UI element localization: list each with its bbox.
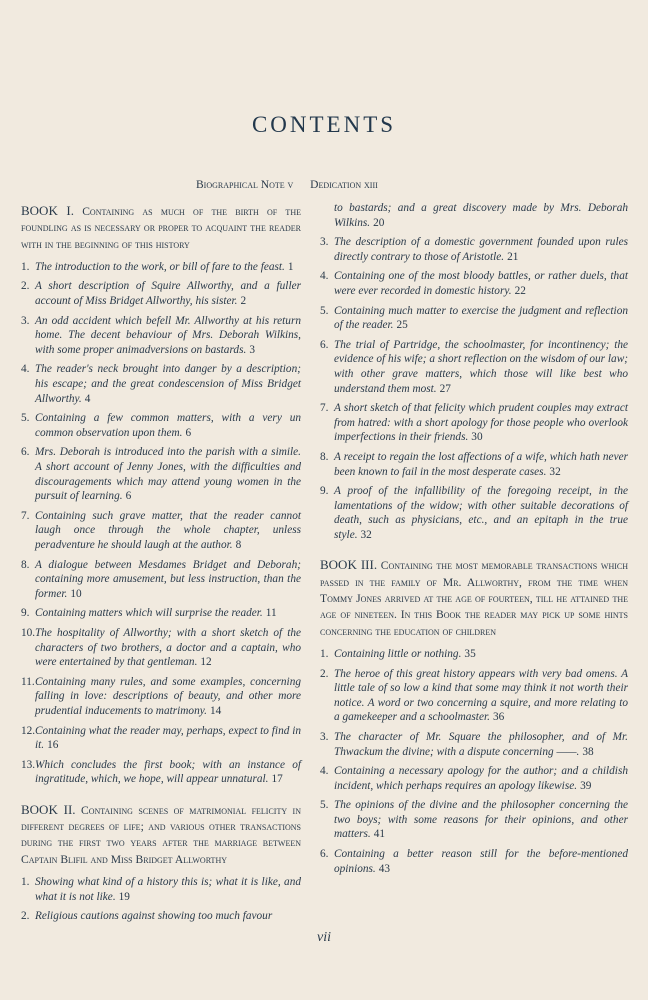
chapter-number: 4.	[21, 363, 30, 376]
chapter-title: The trial of Partridge, the schoolmaster, for incontinency; the evidence of his wife; a short reflection on the wisdom of our law; with other grave matters, which those will like best who understand them most.	[334, 338, 628, 395]
chapter-entry	[21, 724, 301, 753]
chapter-entry	[21, 411, 301, 440]
book-1-heading	[21, 203, 301, 253]
chapter-title: Containing matters which will surprise the reader.	[35, 607, 263, 620]
chapter-title: The introduction to the work, or bill of fare to the feast.	[35, 260, 285, 273]
chapter-number: 5.	[320, 304, 329, 317]
chapter-entry	[21, 909, 301, 924]
book-1-chapter-list	[21, 260, 301, 787]
book-1-label: BOOK I.	[21, 203, 74, 218]
chapter-number: 3.	[320, 236, 329, 249]
dedication-entry: Dedication xiii	[310, 179, 378, 191]
chapter-entry	[320, 235, 628, 264]
page-number: 20	[373, 216, 385, 229]
chapter-title: Containing a necessary apology for the author; and a childish incident, which perhaps requires an apology likewise.	[334, 765, 628, 792]
chapter-title: Containing little or nothing.	[334, 647, 462, 660]
chapter-entry	[21, 260, 301, 275]
chapter-title: Containing one of the most bloody battles, or rather duels, that were ever recorded in domestic history.	[334, 270, 628, 297]
left-column	[21, 203, 301, 929]
page-number: 30	[471, 431, 483, 444]
page-number: 6	[125, 490, 132, 503]
chapter-number: 1.	[21, 876, 30, 889]
chapter-number: 8.	[320, 450, 329, 463]
chapter-title: A proof of the infallibility of the foregoing receipt, in the lamentations of the widow; with other suitable decorations of death, such as physicians, etc., and an epitaph in the true style.	[334, 485, 628, 541]
chapter-entry	[21, 626, 301, 670]
chapter-number: 5.	[21, 412, 30, 425]
chapter-number: 6.	[320, 338, 329, 351]
chapter-entry	[21, 606, 301, 621]
page-number: 1	[287, 260, 294, 273]
chapter-entry	[320, 798, 628, 842]
chapter-number: 3.	[21, 314, 30, 327]
page-number: 36	[492, 711, 505, 724]
chapter-entry	[320, 764, 628, 793]
chapter-entry	[21, 758, 301, 787]
chapter-number: 8.	[21, 558, 30, 571]
book-2-chapter-list	[21, 875, 301, 924]
chapter-number: 1.	[320, 647, 329, 660]
chapter-title: A dialogue between Mesdames Bridget and Deborah; containing more amusement, but less instruction, than the former.	[35, 558, 301, 600]
book-3-chapter-list	[320, 647, 628, 876]
chapter-entry	[320, 401, 628, 445]
chapter-title: The description of a domestic government founded upon rules directly contrary to those of Aristotle.	[334, 236, 628, 263]
chapter-title: Containing what the reader may, perhaps, expect to find in it.	[35, 724, 301, 752]
page-number: 17	[271, 773, 283, 786]
page-number: 41	[373, 828, 386, 841]
chapter-title: A short sketch of that felicity which prudent couples may extract from hatred: with a short apology for those people who overlook imperfections in their friends.	[334, 402, 628, 444]
chapter-entry	[21, 445, 301, 503]
chapter-entry	[21, 279, 301, 308]
page-number: 11	[265, 607, 277, 620]
page-number: 22	[514, 284, 526, 297]
biographical-note-entry: Biographical Note v	[196, 179, 294, 191]
chapter-title: The opinions of the divine and the philosopher concerning the two boys; with some reasons for their opinions, and other matters.	[334, 799, 628, 841]
chapter-number: 7.	[21, 509, 30, 522]
book-1-description: Containing as much of the birth of the foundling as is necessary or proper to acquaint the reader with in the beginning of this history	[21, 205, 301, 251]
book-2-heading	[21, 802, 301, 868]
page-title: CONTENTS	[251, 112, 397, 137]
page-number: 2	[240, 295, 247, 308]
front-matter-line	[196, 179, 392, 191]
chapter-number: 4.	[320, 270, 329, 283]
page-number: 38	[582, 745, 594, 758]
chapter-entry	[21, 362, 301, 406]
book-3-label: BOOK III.	[320, 557, 378, 573]
chapter-number: 4.	[320, 765, 329, 778]
page-number: 35	[464, 647, 476, 660]
chapter-title: Religious cautions against showing too much favour	[35, 910, 273, 923]
chapter-number: 9.	[320, 485, 329, 498]
chapter-number: 6.	[21, 446, 30, 459]
chapter-title: The heroe of this great history appears with very bad omens. A little tale of so low a kind that some may think it not worth their notice. A word or two concerning a squire, and more relating to a gamekeeper and a schoolmaster.	[334, 667, 628, 724]
page-number: 39	[580, 779, 592, 792]
page-number: 32	[549, 465, 561, 478]
chapter-title: Containing much matter to exercise the judgment and reflection of the reader.	[334, 304, 628, 332]
chapter-number: 7.	[320, 402, 329, 415]
chapter-entry	[320, 847, 628, 876]
page-number: 19	[118, 890, 130, 903]
page-number: 12	[200, 656, 212, 669]
chapter-number: 10.	[21, 626, 36, 639]
chapter-number: 2.	[21, 910, 30, 923]
page-number: 16	[47, 739, 59, 752]
page-number: 10	[70, 587, 82, 600]
chapter-entry	[320, 450, 628, 479]
chapter-number: 9.	[21, 607, 30, 620]
chapter-entry	[320, 484, 628, 542]
chapter-entry	[320, 304, 628, 333]
page-number: 27	[439, 382, 451, 395]
page-number: 43	[378, 862, 391, 875]
page-number: 8	[235, 538, 242, 551]
chapter-title: Containing a better reason still for the before-mentioned opinions.	[334, 848, 628, 875]
chapter-entry	[320, 667, 628, 725]
chapter-title: Containing a few common matters, with a very un common observation upon them.	[35, 412, 301, 439]
page-folio: vii	[317, 930, 331, 945]
page-number: 21	[507, 250, 519, 263]
book-2-description: Containing scenes of matrimonial felicity in different degrees of life; and various other transactions during the first two years after the marriage between Captain Blifil and Miss Bridget Allworthy	[21, 803, 301, 866]
chapter-number: 13.	[21, 758, 36, 771]
chapter-number: 6.	[320, 848, 329, 861]
page-number: 25	[396, 319, 408, 332]
book-3-heading	[320, 557, 628, 639]
page-number: 3	[249, 343, 255, 356]
page-number: 14	[209, 704, 222, 717]
chapter-title: Containing such grave matter, that the reader cannot laugh once through the whole chapter, unless peradventure he should laugh at the author.	[35, 509, 301, 551]
book-2-chapter-list-continued	[320, 235, 628, 542]
chapter-number: 5.	[320, 799, 329, 812]
chapter-title: Which concludes the first book; with an instance of ingratitude, which, we hope, will appear unnatural.	[35, 758, 301, 786]
book-2-chapter-2-continued	[320, 201, 628, 230]
chapter-entry	[21, 558, 301, 602]
book-2-label: BOOK II.	[21, 801, 76, 817]
chapter-title: Containing many rules, and some examples, concerning falling in love: descriptions of beauty, and other more prudential inducements to matrimony.	[35, 675, 301, 717]
chapter-entry	[21, 675, 301, 719]
chapter-title: An odd accident which befell Mr. Allworthy at his return home. The decent behaviour of Mrs. Deborah Wilkins, with some proper animadversions on bastards.	[35, 314, 301, 356]
chapter-entry	[21, 314, 301, 358]
continued-chapter-text: to bastards; and a great discovery made by Mrs. Deborah Wilkins.	[334, 202, 628, 229]
chapter-entry	[21, 875, 301, 904]
chapter-number: 1.	[21, 260, 30, 273]
chapter-title: A receipt to regain the lost affections of a wife, which hath never been known to fail in the most desperate cases.	[334, 450, 628, 478]
page-number: 32	[360, 528, 372, 541]
chapter-title: Showing what kind of a history this is; what it is like, and what it is not like.	[35, 876, 301, 903]
book-3-description: Containing the most memorable transactions which passed in the family of Mr. Allworthy, from the time when Tommy Jones arrived at the age of fourteen, till he attained the age of nineteen. In this Book the reader may pick up some hints concerning the education of children	[320, 559, 628, 638]
chapter-title: The hospitality of Allworthy; with a short sketch of the characters of two brothers, a doctor and a captain, who were entertained by that gentleman.	[35, 626, 301, 669]
chapter-entry	[320, 269, 628, 298]
page-number: 4	[84, 392, 91, 405]
chapter-title: The character of Mr. Square the philosopher, and of Mr. Thwackum the divine; with a dispute concerning ——.	[334, 730, 628, 758]
page-number: 6	[185, 426, 192, 439]
chapter-title: The reader's neck brought into danger by a description; his escape; and the great condescension of Miss Bridget Allworthy.	[35, 363, 301, 405]
chapter-entry	[320, 338, 628, 396]
chapter-title: Mrs. Deborah is introduced into the parish with a simile. A short account of Jenny Jones, with the difficulties and discouragements which may attend young women in the pursuit of learning.	[35, 446, 301, 503]
chapter-entry	[320, 647, 628, 662]
chapter-entry	[21, 509, 301, 553]
chapter-number: 3.	[320, 730, 329, 743]
chapter-number: 2.	[320, 667, 329, 680]
chapter-number: 12.	[21, 724, 36, 737]
chapter-title: A short description of Squire Allworthy, and a fuller account of Miss Bridget Allworthy, his sister.	[35, 280, 301, 308]
chapter-number: 2.	[21, 280, 30, 293]
chapter-entry	[320, 730, 628, 759]
chapter-number: 11.	[21, 675, 35, 688]
right-column	[320, 201, 628, 881]
